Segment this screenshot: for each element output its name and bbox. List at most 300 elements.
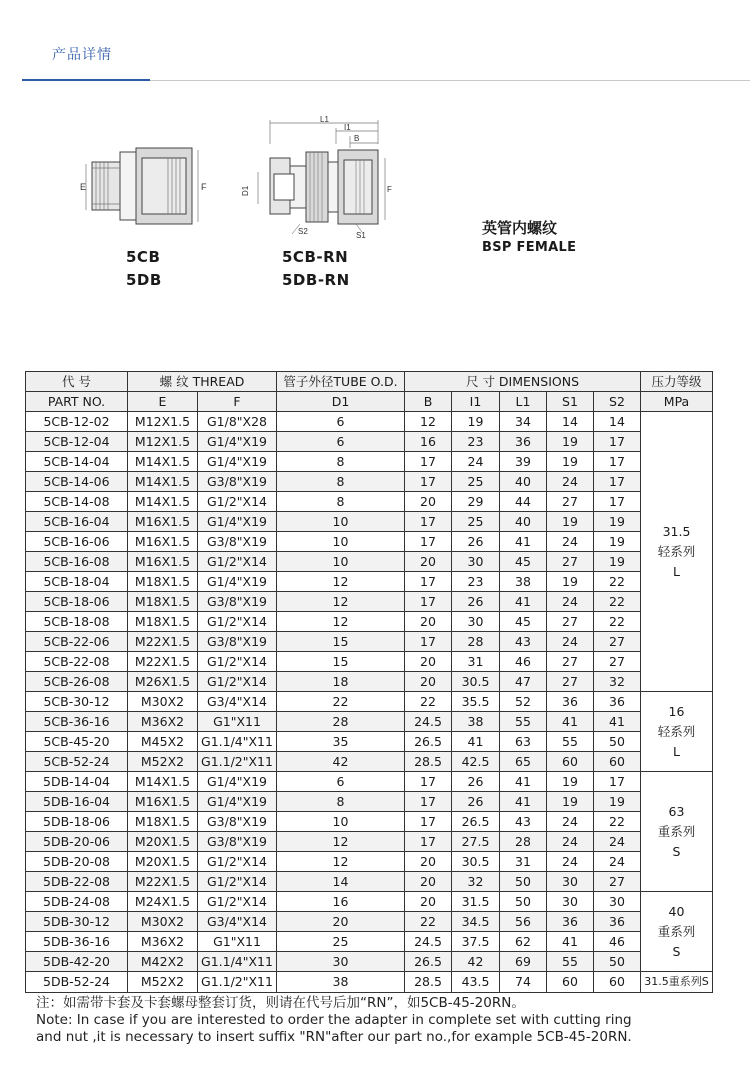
tube-d1-cell: 38 bbox=[277, 972, 405, 993]
dim-l1-cell: 41 bbox=[500, 792, 547, 812]
dim-s1-cell: 55 bbox=[547, 952, 594, 972]
header-code: 代 号 bbox=[26, 372, 128, 392]
dim-b-cell: 28.5 bbox=[405, 752, 452, 772]
tube-d1-cell: 20 bbox=[277, 912, 405, 932]
dim-i1-cell: 34.5 bbox=[452, 912, 500, 932]
header-b: B bbox=[405, 392, 452, 412]
thread-e-cell: M18X1.5 bbox=[128, 572, 198, 592]
thread-e-cell: M14X1.5 bbox=[128, 472, 198, 492]
thread-f-cell: G1/2"X14 bbox=[198, 852, 277, 872]
dim-l1-cell: 74 bbox=[500, 972, 547, 993]
dim-i1-cell: 23 bbox=[452, 572, 500, 592]
dim-s2-cell: 30 bbox=[594, 892, 641, 912]
dim-s2-cell: 22 bbox=[594, 592, 641, 612]
thread-e-cell: M26X1.5 bbox=[128, 672, 198, 692]
tube-d1-cell: 6 bbox=[277, 772, 405, 792]
dim-s1-cell: 27 bbox=[547, 492, 594, 512]
part-no-cell: 5DB-20-06 bbox=[26, 832, 128, 852]
dim-i1-cell: 28 bbox=[452, 632, 500, 652]
tube-d1-cell: 25 bbox=[277, 932, 405, 952]
tube-d1-cell: 12 bbox=[277, 852, 405, 872]
note-en-line2: and nut ,it is necessary to insert suffix "RN"after our part no.,for example 5CB-45-20RN. bbox=[36, 1029, 632, 1045]
part-no-cell: 5DB-52-24 bbox=[26, 972, 128, 993]
dim-i1-cell: 19 bbox=[452, 412, 500, 432]
part-no-cell: 5CB-16-06 bbox=[26, 532, 128, 552]
dim-s1-cell: 27 bbox=[547, 672, 594, 692]
part-no-cell: 5CB-12-04 bbox=[26, 432, 128, 452]
dim-i1-cell: 24 bbox=[452, 452, 500, 472]
dim-i1-cell: 26.5 bbox=[452, 812, 500, 832]
thread-f-cell: G1/4"X19 bbox=[198, 792, 277, 812]
dim-s1-cell: 24 bbox=[547, 812, 594, 832]
dim-s1-cell: 24 bbox=[547, 472, 594, 492]
fitting-drawing-5cb bbox=[72, 140, 222, 240]
header-tube: 管子外径TUBE O.D. bbox=[277, 372, 405, 392]
label-l1: L1 bbox=[320, 115, 329, 124]
table-row bbox=[26, 512, 713, 532]
tube-d1-cell: 18 bbox=[277, 672, 405, 692]
thread-f-cell: G1/4"X19 bbox=[198, 572, 277, 592]
part-no-cell: 5CB-18-08 bbox=[26, 612, 128, 632]
pressure-value: 63 bbox=[668, 803, 685, 819]
dim-l1-cell: 56 bbox=[500, 912, 547, 932]
thread-f-cell: G1/4"X19 bbox=[198, 452, 277, 472]
thread-e-cell: M20X1.5 bbox=[128, 832, 198, 852]
model-a-names bbox=[126, 246, 162, 292]
dim-s2-cell: 50 bbox=[594, 952, 641, 972]
dim-i1-cell: 43.5 bbox=[452, 972, 500, 993]
dim-i1-cell: 26 bbox=[452, 792, 500, 812]
table-row bbox=[26, 752, 713, 772]
dim-i1-cell: 30.5 bbox=[452, 852, 500, 872]
pressure-class: 轻系列 bbox=[657, 543, 696, 559]
thread-f-cell: G1.1/2"X11 bbox=[198, 752, 277, 772]
tube-d1-cell: 28 bbox=[277, 712, 405, 732]
table-row bbox=[26, 912, 713, 932]
header-s2: S2 bbox=[594, 392, 641, 412]
dim-i1-cell: 41 bbox=[452, 732, 500, 752]
spec-table-body bbox=[26, 412, 713, 993]
order-note bbox=[36, 995, 736, 1046]
tube-d1-cell: 6 bbox=[277, 412, 405, 432]
dim-b-cell: 17 bbox=[405, 812, 452, 832]
dim-i1-cell: 42.5 bbox=[452, 752, 500, 772]
dim-l1-cell: 65 bbox=[500, 752, 547, 772]
model-5cb: 5CB bbox=[126, 248, 161, 266]
dim-l1-cell: 69 bbox=[500, 952, 547, 972]
dim-l1-cell: 39 bbox=[500, 452, 547, 472]
tube-d1-cell: 14 bbox=[277, 872, 405, 892]
part-no-cell: 5CB-16-04 bbox=[26, 512, 128, 532]
dim-i1-cell: 26 bbox=[452, 772, 500, 792]
table-row bbox=[26, 672, 713, 692]
tube-d1-cell: 8 bbox=[277, 792, 405, 812]
thread-e-cell: M14X1.5 bbox=[128, 452, 198, 472]
header-pressure: 压力等级 bbox=[641, 372, 713, 392]
dim-i1-cell: 30 bbox=[452, 552, 500, 572]
tube-d1-cell: 12 bbox=[277, 572, 405, 592]
thread-e-cell: M22X1.5 bbox=[128, 652, 198, 672]
tube-d1-cell: 12 bbox=[277, 612, 405, 632]
header-row-2 bbox=[26, 392, 713, 412]
thread-e-cell: M52X2 bbox=[128, 752, 198, 772]
pressure-cell bbox=[641, 892, 713, 972]
thread-e-cell: M22X1.5 bbox=[128, 872, 198, 892]
dim-b-cell: 17 bbox=[405, 532, 452, 552]
part-no-cell: 5DB-30-12 bbox=[26, 912, 128, 932]
part-no-cell: 5CB-45-20 bbox=[26, 732, 128, 752]
table-row bbox=[26, 872, 713, 892]
thread-e-cell: M45X2 bbox=[128, 732, 198, 752]
table-row bbox=[26, 952, 713, 972]
dim-s1-cell: 27 bbox=[547, 552, 594, 572]
dim-b-cell: 17 bbox=[405, 792, 452, 812]
header-f: F bbox=[198, 392, 277, 412]
table-row bbox=[26, 552, 713, 572]
pressure-value: 31.5重系列S bbox=[644, 975, 709, 988]
section-title: 产品详情 bbox=[52, 47, 112, 63]
dim-s1-cell: 19 bbox=[547, 452, 594, 472]
table-row bbox=[26, 692, 713, 712]
thread-f-cell: G3/8"X19 bbox=[198, 832, 277, 852]
thread-f-cell: G3/8"X19 bbox=[198, 592, 277, 612]
thread-e-cell: M12X1.5 bbox=[128, 412, 198, 432]
part-no-cell: 5CB-14-08 bbox=[26, 492, 128, 512]
model-5db-rn: 5DB-RN bbox=[282, 271, 350, 289]
dim-s1-cell: 24 bbox=[547, 592, 594, 612]
label-s2: S2 bbox=[298, 227, 308, 236]
dim-b-cell: 17 bbox=[405, 452, 452, 472]
table-row bbox=[26, 492, 713, 512]
dim-s1-cell: 19 bbox=[547, 772, 594, 792]
tube-d1-cell: 15 bbox=[277, 652, 405, 672]
dim-l1-cell: 45 bbox=[500, 552, 547, 572]
tube-d1-cell: 10 bbox=[277, 812, 405, 832]
pressure-class: 重系列 bbox=[657, 823, 696, 839]
dim-i1-cell: 31.5 bbox=[452, 892, 500, 912]
table-row bbox=[26, 852, 713, 872]
dim-s2-cell: 36 bbox=[594, 912, 641, 932]
thread-e-cell: M18X1.5 bbox=[128, 612, 198, 632]
table-row bbox=[26, 572, 713, 592]
dim-s2-cell: 24 bbox=[594, 852, 641, 872]
dim-b-cell: 17 bbox=[405, 512, 452, 532]
dim-s1-cell: 30 bbox=[547, 892, 594, 912]
dim-i1-cell: 27.5 bbox=[452, 832, 500, 852]
header-dimensions: 尺 寸 DIMENSIONS bbox=[405, 372, 641, 392]
part-no-cell: 5DB-14-04 bbox=[26, 772, 128, 792]
dim-l1-cell: 41 bbox=[500, 772, 547, 792]
table-row bbox=[26, 972, 713, 993]
dim-i1-cell: 26 bbox=[452, 532, 500, 552]
thread-f-cell: G1.1/4"X11 bbox=[198, 952, 277, 972]
dim-s2-cell: 19 bbox=[594, 512, 641, 532]
thread-e-cell: M12X1.5 bbox=[128, 432, 198, 452]
dim-i1-cell: 30 bbox=[452, 612, 500, 632]
thread-f-cell: G1/2"X14 bbox=[198, 652, 277, 672]
dim-l1-cell: 55 bbox=[500, 712, 547, 732]
dim-i1-cell: 25 bbox=[452, 512, 500, 532]
part-no-cell: 5CB-26-08 bbox=[26, 672, 128, 692]
part-no-cell: 5CB-18-04 bbox=[26, 572, 128, 592]
dim-b-cell: 20 bbox=[405, 872, 452, 892]
dim-l1-cell: 43 bbox=[500, 632, 547, 652]
pressure-cell bbox=[641, 412, 713, 692]
dim-b-cell: 17 bbox=[405, 572, 452, 592]
dim-b-cell: 17 bbox=[405, 832, 452, 852]
dim-l1-cell: 40 bbox=[500, 512, 547, 532]
dim-i1-cell: 29 bbox=[452, 492, 500, 512]
tube-d1-cell: 42 bbox=[277, 752, 405, 772]
header-mpa: MPa bbox=[641, 392, 713, 412]
thread-f-cell: G1"X11 bbox=[198, 932, 277, 952]
model-5db: 5DB bbox=[126, 271, 162, 289]
dim-b-cell: 12 bbox=[405, 412, 452, 432]
thread-f-cell: G3/4"X14 bbox=[198, 912, 277, 932]
thread-f-cell: G1"X11 bbox=[198, 712, 277, 732]
dim-s2-cell: 50 bbox=[594, 732, 641, 752]
note-en-line1: Note: In case if you are interested to order the adapter in complete set with cutting ring bbox=[36, 1012, 632, 1028]
label-f: F bbox=[387, 185, 392, 194]
part-no-cell: 5DB-16-04 bbox=[26, 792, 128, 812]
thread-f-cell: G1/2"X14 bbox=[198, 552, 277, 572]
part-no-cell: 5DB-20-08 bbox=[26, 852, 128, 872]
dim-l1-cell: 38 bbox=[500, 572, 547, 592]
dim-b-cell: 26.5 bbox=[405, 952, 452, 972]
table-row bbox=[26, 592, 713, 612]
tube-d1-cell: 10 bbox=[277, 512, 405, 532]
dim-s1-cell: 19 bbox=[547, 792, 594, 812]
thread-f-cell: G3/4"X14 bbox=[198, 692, 277, 712]
dim-s2-cell: 32 bbox=[594, 672, 641, 692]
thread-f-cell: G3/8"X19 bbox=[198, 472, 277, 492]
header-e: E bbox=[128, 392, 198, 412]
header-d1: D1 bbox=[277, 392, 405, 412]
dim-l1-cell: 36 bbox=[500, 432, 547, 452]
dim-s2-cell: 27 bbox=[594, 632, 641, 652]
dim-s2-cell: 19 bbox=[594, 532, 641, 552]
thread-f-cell: G1/2"X14 bbox=[198, 872, 277, 892]
dim-s2-cell: 22 bbox=[594, 572, 641, 592]
dim-s2-cell: 17 bbox=[594, 772, 641, 792]
model-b-names bbox=[282, 246, 350, 292]
model-5cb-rn: 5CB-RN bbox=[282, 248, 349, 266]
thread-f-cell: G3/8"X19 bbox=[198, 812, 277, 832]
dim-b-cell: 22 bbox=[405, 912, 452, 932]
thread-e-cell: M16X1.5 bbox=[128, 512, 198, 532]
part-no-cell: 5CB-16-08 bbox=[26, 552, 128, 572]
label-f: F bbox=[201, 182, 207, 192]
dim-s2-cell: 17 bbox=[594, 432, 641, 452]
thread-e-cell: M22X1.5 bbox=[128, 632, 198, 652]
dim-b-cell: 20 bbox=[405, 852, 452, 872]
dim-s2-cell: 36 bbox=[594, 692, 641, 712]
dim-s1-cell: 36 bbox=[547, 912, 594, 932]
dim-s2-cell: 17 bbox=[594, 492, 641, 512]
dim-l1-cell: 63 bbox=[500, 732, 547, 752]
dim-b-cell: 28.5 bbox=[405, 972, 452, 993]
thread-e-cell: M16X1.5 bbox=[128, 792, 198, 812]
dim-s1-cell: 24 bbox=[547, 852, 594, 872]
dim-l1-cell: 41 bbox=[500, 592, 547, 612]
thread-type-en: BSP FEMALE bbox=[482, 240, 577, 255]
pressure-cell bbox=[641, 972, 713, 993]
dim-s2-cell: 17 bbox=[594, 472, 641, 492]
pressure-letter: S bbox=[672, 843, 681, 859]
tube-d1-cell: 16 bbox=[277, 892, 405, 912]
thread-e-cell: M16X1.5 bbox=[128, 532, 198, 552]
dim-l1-cell: 46 bbox=[500, 652, 547, 672]
tube-d1-cell: 10 bbox=[277, 552, 405, 572]
pressure-class: 轻系列 bbox=[657, 723, 696, 739]
dim-i1-cell: 30.5 bbox=[452, 672, 500, 692]
dim-l1-cell: 31 bbox=[500, 852, 547, 872]
part-no-cell: 5DB-18-06 bbox=[26, 812, 128, 832]
dim-l1-cell: 50 bbox=[500, 872, 547, 892]
label-e: E bbox=[80, 182, 87, 192]
table-row bbox=[26, 892, 713, 912]
thread-f-cell: G1/4"X19 bbox=[198, 512, 277, 532]
dim-b-cell: 24.5 bbox=[405, 932, 452, 952]
thread-f-cell: G1.1/2"X11 bbox=[198, 972, 277, 993]
table-row bbox=[26, 432, 713, 452]
header-l1: L1 bbox=[500, 392, 547, 412]
part-no-cell: 5CB-14-04 bbox=[26, 452, 128, 472]
dim-s2-cell: 22 bbox=[594, 812, 641, 832]
tube-d1-cell: 22 bbox=[277, 692, 405, 712]
dim-s2-cell: 22 bbox=[594, 612, 641, 632]
table-row bbox=[26, 932, 713, 952]
part-no-cell: 5CB-22-08 bbox=[26, 652, 128, 672]
dim-b-cell: 20 bbox=[405, 552, 452, 572]
dim-i1-cell: 23 bbox=[452, 432, 500, 452]
dim-l1-cell: 44 bbox=[500, 492, 547, 512]
table-row bbox=[26, 652, 713, 672]
dim-l1-cell: 47 bbox=[500, 672, 547, 692]
tube-d1-cell: 6 bbox=[277, 432, 405, 452]
table-row bbox=[26, 792, 713, 812]
part-no-cell: 5DB-24-08 bbox=[26, 892, 128, 912]
note-cn: 注：如需带卡套及卡套螺母整套订货，则请在代号后加“RN”，如5CB-45-20RN。 bbox=[36, 995, 525, 1011]
label-s1: S1 bbox=[356, 231, 366, 240]
label-i1: I1 bbox=[344, 123, 351, 132]
thread-e-cell: M16X1.5 bbox=[128, 552, 198, 572]
table-row bbox=[26, 632, 713, 652]
part-no-cell: 5CB-18-06 bbox=[26, 592, 128, 612]
pressure-letter: L bbox=[673, 743, 680, 759]
thread-e-cell: M30X2 bbox=[128, 912, 198, 932]
thread-e-cell: M14X1.5 bbox=[128, 492, 198, 512]
dim-s1-cell: 60 bbox=[547, 972, 594, 993]
dim-i1-cell: 38 bbox=[452, 712, 500, 732]
thread-f-cell: G3/8"X19 bbox=[198, 532, 277, 552]
dim-s1-cell: 27 bbox=[547, 612, 594, 632]
dim-l1-cell: 52 bbox=[500, 692, 547, 712]
dim-b-cell: 17 bbox=[405, 592, 452, 612]
dim-i1-cell: 31 bbox=[452, 652, 500, 672]
part-no-cell: 5CB-36-16 bbox=[26, 712, 128, 732]
dim-s2-cell: 24 bbox=[594, 832, 641, 852]
pressure-letter: L bbox=[673, 563, 680, 579]
thread-f-cell: G1/8"X28 bbox=[198, 412, 277, 432]
dim-s1-cell: 24 bbox=[547, 532, 594, 552]
part-no-cell: 5CB-14-06 bbox=[26, 472, 128, 492]
dim-i1-cell: 37.5 bbox=[452, 932, 500, 952]
dim-l1-cell: 50 bbox=[500, 892, 547, 912]
pressure-value: 40 bbox=[668, 903, 685, 919]
header-row-1 bbox=[26, 372, 713, 392]
thread-e-cell: M36X2 bbox=[128, 932, 198, 952]
pressure-value: 31.5 bbox=[662, 523, 691, 539]
dim-s2-cell: 14 bbox=[594, 412, 641, 432]
table-row bbox=[26, 812, 713, 832]
thread-e-cell: M18X1.5 bbox=[128, 812, 198, 832]
dim-b-cell: 20 bbox=[405, 652, 452, 672]
table-row bbox=[26, 612, 713, 632]
dim-l1-cell: 28 bbox=[500, 832, 547, 852]
dim-b-cell: 24.5 bbox=[405, 712, 452, 732]
part-no-cell: 5CB-30-12 bbox=[26, 692, 128, 712]
part-no-cell: 5CB-52-24 bbox=[26, 752, 128, 772]
dim-s2-cell: 60 bbox=[594, 752, 641, 772]
thread-f-cell: G1/4"X19 bbox=[198, 432, 277, 452]
thread-e-cell: M30X2 bbox=[128, 692, 198, 712]
dim-s2-cell: 19 bbox=[594, 792, 641, 812]
tube-d1-cell: 12 bbox=[277, 832, 405, 852]
dim-l1-cell: 34 bbox=[500, 412, 547, 432]
dim-s2-cell: 60 bbox=[594, 972, 641, 993]
thread-e-cell: M20X1.5 bbox=[128, 852, 198, 872]
part-no-cell: 5CB-12-02 bbox=[26, 412, 128, 432]
table-row bbox=[26, 532, 713, 552]
dim-s2-cell: 41 bbox=[594, 712, 641, 732]
thread-e-cell: M52X2 bbox=[128, 972, 198, 993]
pressure-value: 16 bbox=[668, 703, 685, 719]
dim-b-cell: 20 bbox=[405, 492, 452, 512]
table-row bbox=[26, 772, 713, 792]
thread-f-cell: G1/2"X14 bbox=[198, 892, 277, 912]
part-no-cell: 5DB-36-16 bbox=[26, 932, 128, 952]
dim-s2-cell: 27 bbox=[594, 652, 641, 672]
thread-e-cell: M36X2 bbox=[128, 712, 198, 732]
header-i1: I1 bbox=[452, 392, 500, 412]
dim-b-cell: 16 bbox=[405, 432, 452, 452]
dim-s1-cell: 30 bbox=[547, 872, 594, 892]
dim-s1-cell: 14 bbox=[547, 412, 594, 432]
dim-l1-cell: 40 bbox=[500, 472, 547, 492]
thread-e-cell: M14X1.5 bbox=[128, 772, 198, 792]
dim-b-cell: 20 bbox=[405, 892, 452, 912]
table-row bbox=[26, 732, 713, 752]
dim-s1-cell: 36 bbox=[547, 692, 594, 712]
dim-s2-cell: 19 bbox=[594, 552, 641, 572]
thread-f-cell: G3/8"X19 bbox=[198, 632, 277, 652]
dim-s2-cell: 17 bbox=[594, 452, 641, 472]
dim-s1-cell: 24 bbox=[547, 832, 594, 852]
tube-d1-cell: 12 bbox=[277, 592, 405, 612]
thread-f-cell: G1/4"X19 bbox=[198, 772, 277, 792]
dim-b-cell: 20 bbox=[405, 672, 452, 692]
tube-d1-cell: 35 bbox=[277, 732, 405, 752]
pressure-class: 重系列 bbox=[657, 923, 696, 939]
dim-s1-cell: 55 bbox=[547, 732, 594, 752]
dim-i1-cell: 42 bbox=[452, 952, 500, 972]
thread-e-cell: M24X1.5 bbox=[128, 892, 198, 912]
table-row bbox=[26, 412, 713, 432]
tube-d1-cell: 15 bbox=[277, 632, 405, 652]
thread-e-cell: M18X1.5 bbox=[128, 592, 198, 612]
dim-l1-cell: 62 bbox=[500, 932, 547, 952]
